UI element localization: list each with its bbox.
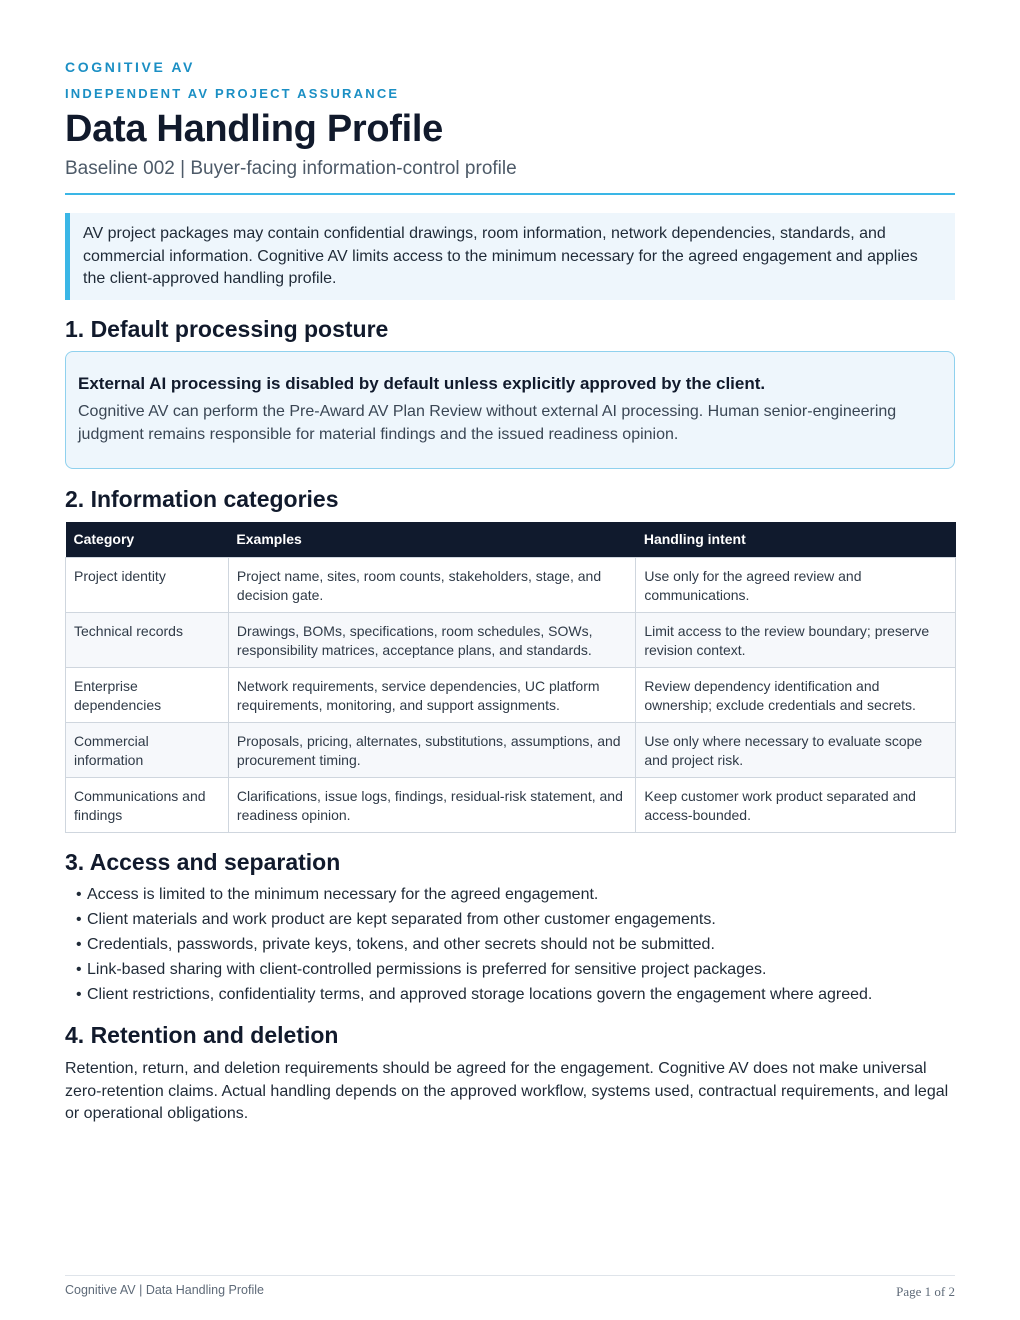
list-item-text: Client materials and work product are kept separated from other customer engagements. bbox=[87, 911, 716, 928]
list-item bbox=[76, 884, 872, 909]
list-item-text: Access is limited to the minimum necessary for the agreed engagement. bbox=[87, 886, 599, 903]
retention-paragraph: Retention, return, and deletion requirements should be agreed for the engagement. Cognitive AV does not make universal zero-retention claims. Actual handling depends on the approved workflow, systems used, contractual requirements, and legal or operational obligations. bbox=[65, 1060, 949, 1122]
brand-name: COGNITIVE AV bbox=[65, 59, 195, 75]
list-item-text: Client restrictions, confidentiality terms, and approved storage locations govern the engagement where agreed. bbox=[87, 986, 873, 1003]
table-cell-handling: Use only where necessary to evaluate scope and project risk. bbox=[636, 722, 956, 777]
list-item bbox=[76, 934, 872, 959]
bullet-icon: • bbox=[76, 911, 82, 928]
table-cell-examples: Network requirements, service dependencies, UC platform requirements, monitoring, and support assignments. bbox=[228, 667, 635, 722]
brand-tagline: INDEPENDENT AV PROJECT ASSURANCE bbox=[65, 86, 400, 101]
footer-document-label: Cognitive AV | Data Handling Profile bbox=[65, 1283, 264, 1297]
page-title: Data Handling Profile bbox=[65, 108, 443, 150]
table-row bbox=[66, 612, 956, 667]
section-heading-retention-deletion: 4. Retention and deletion bbox=[65, 1022, 339, 1048]
callout-title: External AI processing is disabled by default unless explicitly approved by the client. bbox=[78, 374, 766, 393]
header-divider bbox=[65, 193, 955, 195]
table-header-row bbox=[66, 522, 956, 557]
table-cell-handling: Review dependency identification and ownership; exclude credentials and secrets. bbox=[636, 667, 956, 722]
column-header-examples: Examples bbox=[228, 522, 635, 557]
column-header-handling-intent: Handling intent bbox=[636, 522, 956, 557]
column-header-category: Category bbox=[66, 522, 229, 557]
table-cell-handling: Keep customer work product separated and access-bounded. bbox=[636, 777, 956, 832]
list-item bbox=[76, 959, 872, 984]
bullet-icon: • bbox=[76, 936, 82, 953]
bullet-icon: • bbox=[76, 986, 82, 1003]
callout-body: Cognitive AV can perform the Pre-Award AV Plan Review without external AI processing. Human senior-engineering judgment remains responsible for material findings and the issued readiness opinion. bbox=[78, 403, 897, 443]
table-cell-examples: Proposals, pricing, alternates, substitutions, assumptions, and procurement timing. bbox=[228, 722, 635, 777]
intro-note: AV project packages may contain confidential drawings, room information, network dependencies, standards, and commercial information. Cognitive AV limits access to the minimum necessary for the agreed engagement and applies the client-approved handling profile. bbox=[65, 213, 955, 300]
processing-callout bbox=[65, 351, 955, 469]
table-cell-category: Enterprise dependencies bbox=[66, 667, 229, 722]
footer-page-number: Page 1 of 2 bbox=[896, 1284, 955, 1299]
table-cell-category: Communications and findings bbox=[66, 777, 229, 832]
table-cell-category: Technical records bbox=[66, 612, 229, 667]
bullet-icon: • bbox=[76, 961, 82, 978]
section-heading-access-separation: 3. Access and separation bbox=[65, 849, 341, 875]
section-heading-information-categories: 2. Information categories bbox=[65, 486, 339, 512]
information-categories-table bbox=[65, 522, 956, 833]
list-item bbox=[76, 909, 872, 934]
table-cell-category: Commercial information bbox=[66, 722, 229, 777]
footer-divider bbox=[65, 1275, 955, 1276]
table-row bbox=[66, 557, 956, 612]
table-cell-handling: Use only for the agreed review and communications. bbox=[636, 557, 956, 612]
table-row bbox=[66, 722, 956, 777]
table-cell-examples: Clarifications, issue logs, findings, residual-risk statement, and readiness opinion. bbox=[228, 777, 635, 832]
page-subtitle: Baseline 002 | Buyer-facing information-control profile bbox=[65, 158, 517, 179]
access-bullet-list bbox=[76, 884, 872, 1009]
bullet-icon: • bbox=[76, 886, 82, 903]
table-cell-examples: Drawings, BOMs, specifications, room schedules, SOWs, responsibility matrices, acceptance plans, and standards. bbox=[228, 612, 635, 667]
table-row bbox=[66, 667, 956, 722]
list-item-text: Link-based sharing with client-controlled permissions is preferred for sensitive project packages. bbox=[87, 961, 767, 978]
section-heading-default-processing: 1. Default processing posture bbox=[65, 316, 389, 342]
table-cell-examples: Project name, sites, room counts, stakeholders, stage, and decision gate. bbox=[228, 557, 635, 612]
list-item bbox=[76, 984, 872, 1009]
table-row bbox=[66, 777, 956, 832]
list-item-text: Credentials, passwords, private keys, tokens, and other secrets should not be submitted. bbox=[87, 936, 715, 953]
table-cell-category: Project identity bbox=[66, 557, 229, 612]
table-cell-handling: Limit access to the review boundary; preserve revision context. bbox=[636, 612, 956, 667]
